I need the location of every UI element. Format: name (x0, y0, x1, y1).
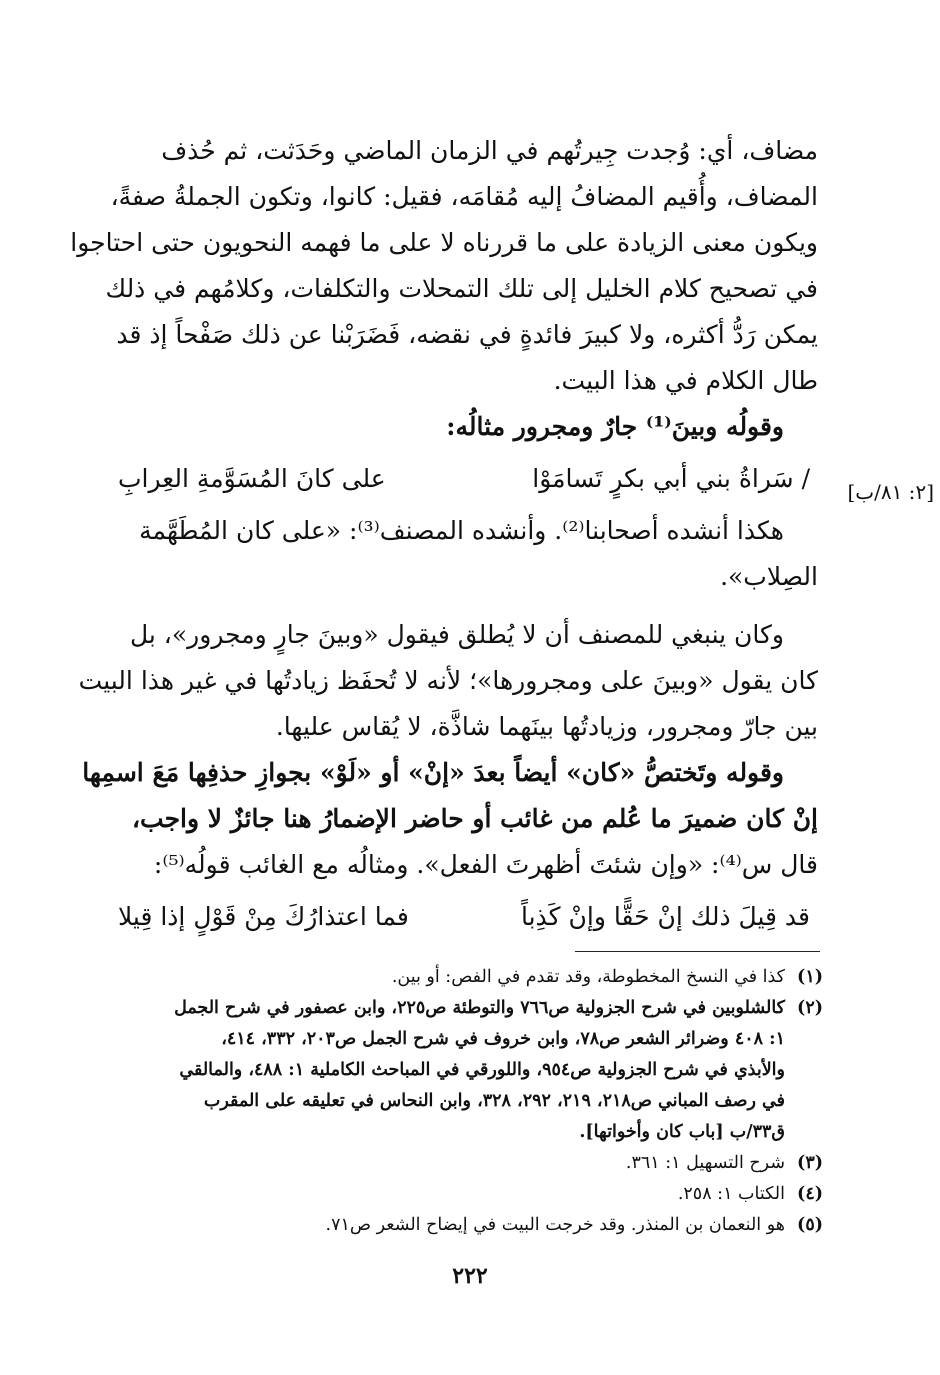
footnote-continuation: والأبذي في شرح الجزولية ص٩٥٤، واللورقي في المباحث الكاملية ١: ٤٨٨، والمالقي (179, 1060, 785, 1080)
bold-rule-line: إنْ كان ضميرَ ما عُلم من غائب أو حاضر الإضمارُ هنا جائزٌ لا واجب، (131, 804, 818, 833)
body-line: يمكن رَدُّ أكثره، ولا كبيرَ فائدةٍ في نقضه، فَضَرَبْنا عن ذلك صَفْحاً إذ قد (116, 320, 818, 349)
body-line: وكان ينبغي للمصنف أن لا يُطلق فيقول «وبينَ جارٍ ومجرور»، بل (129, 620, 784, 649)
footnote (118, 1179, 823, 1210)
body-line: طال الكلام في هذا البيت. (553, 366, 818, 395)
footnote (118, 1210, 823, 1241)
footnote (118, 993, 823, 1024)
body-line: مضاف، أي: وُجدت جِيرتُهم في الزمان الماضي وحَدَثت، ثم حُذف (161, 136, 818, 165)
footnote-number: (١) (797, 967, 823, 987)
bold-rule-line: وقوله وتَختصُّ «كان» أيضاً بعدَ «إنْ» أو «لَوْ» بجوازِ حذفِها مَعَ اسمِها (82, 758, 784, 787)
verse-one (118, 456, 818, 502)
verse-two-first-hemistich: قد قِيلَ ذلك إنْ حَقًّا وإنْ كَذِباً (520, 902, 810, 931)
manuscript-folio-reference: [٢: ٨١/ب] (847, 480, 934, 504)
page-number: ٢٢٢ (452, 1263, 488, 1289)
footnote (118, 1148, 823, 1179)
footnote-number: (٢) (797, 998, 823, 1018)
footnote-text: الكتاب ١: ٢٥٨. (677, 1184, 785, 1204)
footnote-number: (٣) (797, 1153, 823, 1173)
footnote-text: كالشلوبين في شرح الجزولية ص٧٦٦ والتوطئة ص٢٢٥، وابن عصفور في شرح الجمل (174, 998, 785, 1018)
footnotes (118, 962, 823, 1241)
body-line: المضاف، وأُقيم المضافُ إليه مُقامَه، فقيل: كانوا، وتكون الجملةُ صفةً، (110, 182, 818, 211)
footnote-separator (575, 951, 820, 952)
rule-quote-line: وقولُه وبينَ⁽¹⁾ جارٌ ومجرور مثالُه: (446, 412, 784, 441)
verse-one-first-hemistich: / سَراةُ بني أبي بكرٍ تَسامَوْا (532, 464, 810, 493)
body-line: في تصحيح كلام الخليل إلى تلك التمحلات والتكلفات، وكلامُهم في ذلك (105, 274, 818, 303)
footnote-number: (٥) (797, 1215, 823, 1235)
footnote-continuation: ق٣٣/ب [باب كان وأخواتها]. (579, 1122, 785, 1142)
verse-one-second-hemistich: على كانَ المُسَوَّمةِ العِرابِ (118, 464, 386, 493)
body-line: هكذا أنشده أصحابنا⁽²⁾. وأنشده المصنف⁽³⁾: «على كان المُطَهَّمة (139, 516, 784, 545)
body-line: الصِلاب». (720, 562, 818, 591)
footnote (118, 962, 823, 993)
footnote-continuation: ١: ٤٠٨ وضرائر الشعر ص٧٨، وابن خروف في شرح الجمل ص٢٠٣، ٣٣٢، ٤١٤، (221, 1029, 785, 1049)
body-line: بين جارّ ومجرور، وزيادتُها بينَهما شاذَّة، لا يُقاس عليها. (275, 712, 818, 741)
body-line: كان يقول «وبينَ على ومجرورها»؛ لأنه لا تُحفَظ زيادتُها في غير هذا البيت (78, 666, 818, 695)
footnote-text: كذا في النسخ المخطوطة، وقد تقدم في الفص: أو بين. (391, 967, 785, 987)
footnote-text: هو النعمان بن المنذر. وقد خرجت البيت في إيضاح الشعر ص٧١. (325, 1215, 785, 1235)
main-text (70, 128, 818, 946)
footnote-continuation: في رصف المباني ص٢١٨، ٢١٩، ٢٩٢، ٣٢٨، وابن النحاس في تعليقه على المقرب (203, 1091, 785, 1111)
body-line: ويكون معنى الزيادة على ما قررناه لا على ما فهمه النحويون حتى احتاجوا (70, 228, 818, 257)
footnote-number: (٤) (797, 1184, 823, 1204)
verse-two (118, 894, 818, 940)
verse-two-second-hemistich: فما اعتذارُكَ مِنْ قَوْلٍ إذا قِيلا (118, 902, 409, 931)
body-line: قال س⁽⁴⁾: «وإن شئتَ أظهرتَ الفعل». ومثالُه مع الغائب قولُه⁽⁵⁾: (153, 850, 818, 879)
footnote-text: شرح التسهيل ١: ٣٦١. (625, 1153, 785, 1173)
